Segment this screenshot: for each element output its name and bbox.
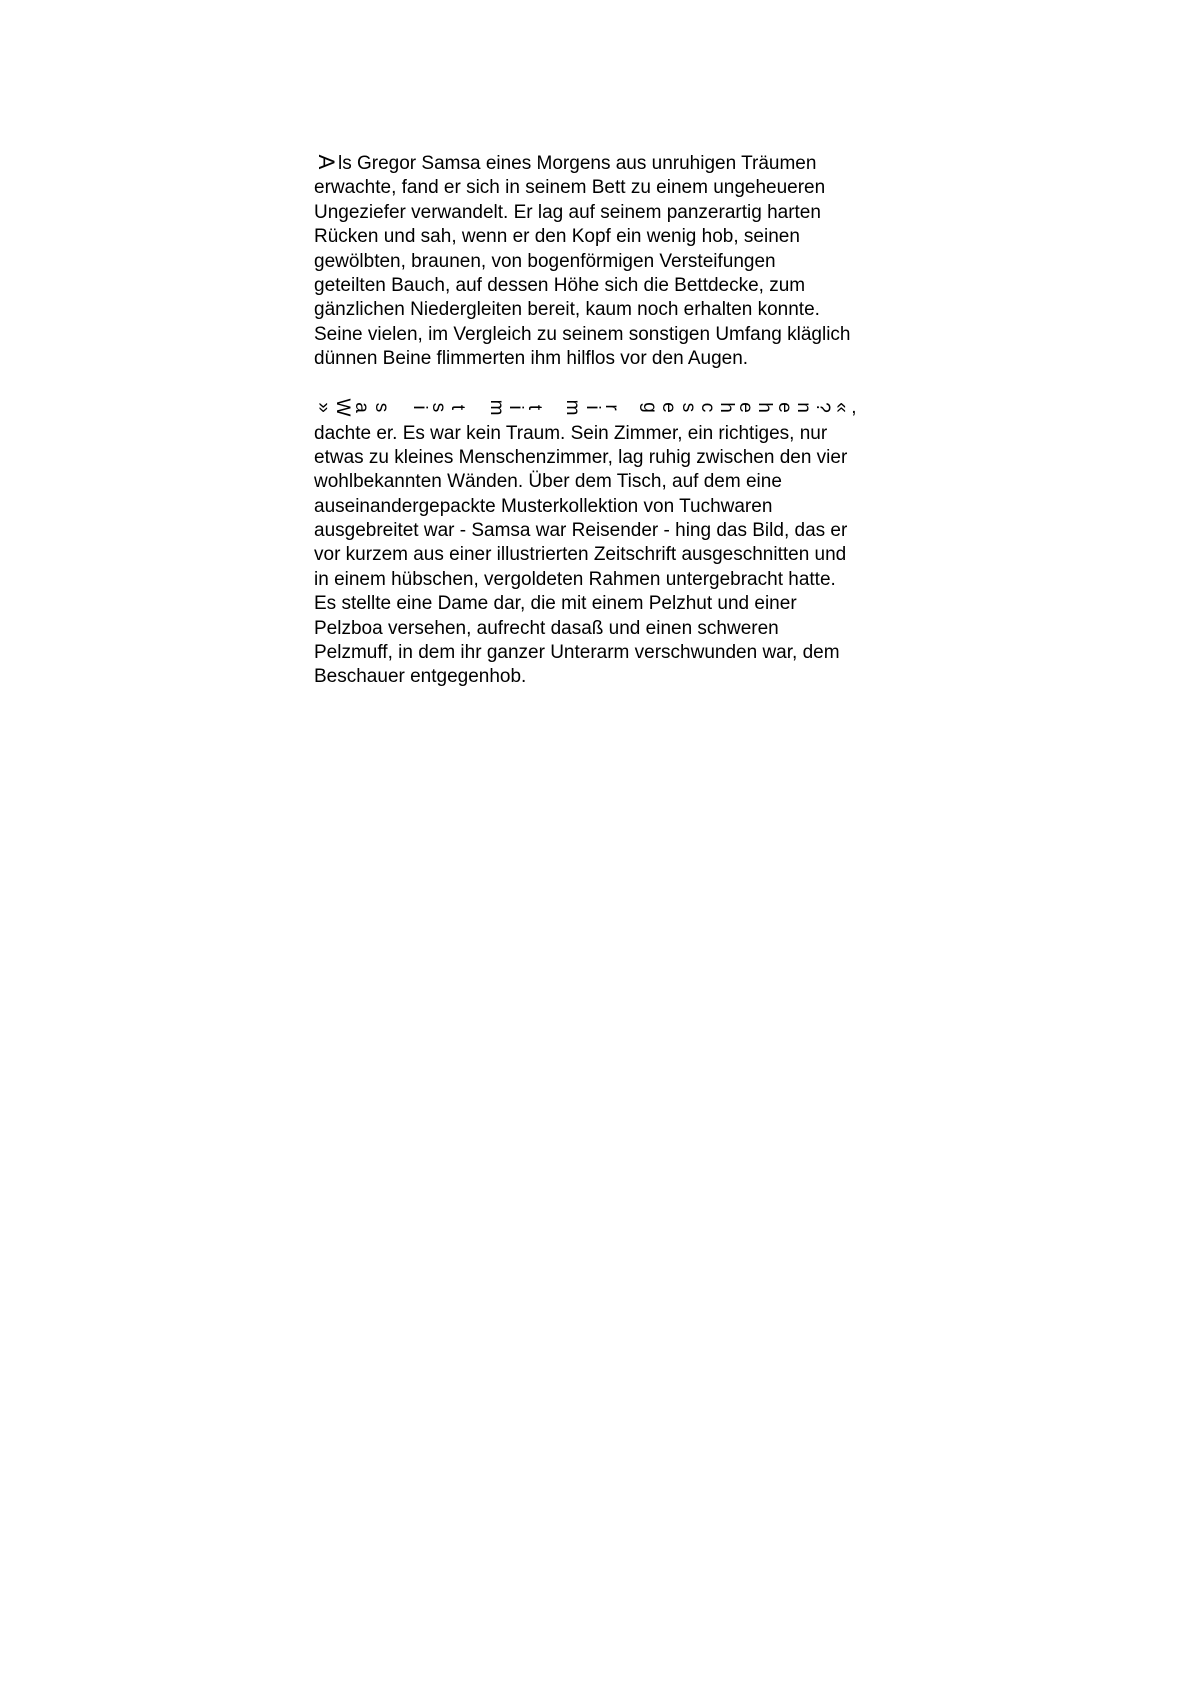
rotated-char: c xyxy=(696,402,718,412)
rotated-char: s xyxy=(677,402,699,412)
rotated-char: t xyxy=(447,404,469,410)
rotated-char: m xyxy=(485,399,507,415)
rotated-char: r xyxy=(600,403,622,411)
rotated-char xyxy=(544,397,563,416)
rotated-char: » xyxy=(313,401,335,413)
rotated-char: e xyxy=(773,401,795,413)
rotated-quote-line xyxy=(314,396,894,422)
rotated-char: e xyxy=(658,401,680,413)
dropcap-letter: A xyxy=(314,154,339,170)
rotated-char: m xyxy=(562,399,584,415)
rotated-char xyxy=(621,397,640,416)
paragraph-2-line: Beschauer entgegenhob. xyxy=(314,666,527,688)
paragraph-1-line: geteilten Bauch, auf dessen Höhe sich die Bettdecke, zum xyxy=(314,274,806,296)
rotated-char: h xyxy=(754,401,776,413)
rotated-char: s xyxy=(428,402,450,412)
paragraph-2-line: ausgebreitet war - Samsa war Reisender - hing das Bild, das er xyxy=(314,520,848,542)
paragraph-1-line: Seine vielen, im Vergleich zu seinem sonstigen Umfang kläglich xyxy=(314,323,851,345)
rotated-quote-text xyxy=(314,397,851,418)
paragraph-2 xyxy=(314,396,894,690)
paragraph-spacer xyxy=(314,372,894,396)
body-text xyxy=(314,152,894,690)
paragraph-1 xyxy=(314,152,894,372)
paragraph-2-line: Es stellte eine Dame dar, die mit einem Pelzhut und einer xyxy=(314,593,797,615)
rotated-char: i xyxy=(504,404,526,410)
paragraph-2-line: vor kurzem aus einer illustrierten Zeitschrift ausgeschnitten und xyxy=(314,544,847,566)
paragraph-2-line: auseinandergepackte Musterkollektion von Tuchwaren xyxy=(314,495,773,517)
rotated-char xyxy=(391,397,410,416)
rotated-quote-trailer: , xyxy=(851,396,857,418)
paragraph-1-line: Ungeziefer verwandelt. Er lag auf seinem panzerartig harten xyxy=(314,201,821,223)
paragraph-2-line: Pelzboa versehen, aufrecht dasaß und einen schweren xyxy=(314,617,779,639)
paragraph-1-line-1 xyxy=(314,152,894,176)
rotated-char: g xyxy=(639,401,661,413)
paragraph-1-line: Rücken und sah, wenn er den Kopf ein wenig hob, seinen xyxy=(314,226,800,248)
paragraph-1-line: erwachte, fand er sich in seinem Bett zu einem ungeheueren xyxy=(314,177,826,199)
rotated-char: n xyxy=(792,401,814,413)
paragraph-2-line: wohlbekannten Wänden. Über dem Tisch, auf dem eine xyxy=(314,471,782,493)
rotated-char: ? xyxy=(811,401,833,413)
paragraph-1-line: gewölbten, braunen, von bogenförmigen Versteifungen xyxy=(314,250,776,272)
paragraph-2-line: etwas zu kleines Menschenzimmer, lag ruhig zwischen den vier xyxy=(314,446,848,468)
rotated-char: t xyxy=(524,404,546,410)
paragraph-2-line: dachte er. Es war kein Traum. Sein Zimmer, ein richtiges, nur xyxy=(314,422,828,444)
paragraph-1-first-line-text: ls Gregor Samsa eines Morgens aus unruhigen Träumen xyxy=(338,153,817,174)
rotated-char: i xyxy=(581,404,603,410)
rotated-char: a xyxy=(351,401,373,413)
rotated-char: h xyxy=(716,401,738,413)
rotated-char: e xyxy=(735,401,757,413)
rotated-char: i xyxy=(409,404,431,410)
paragraph-2-line: Pelzmuff, in dem ihr ganzer Unterarm verschwunden war, dem xyxy=(314,642,840,664)
rotated-char xyxy=(468,397,487,416)
rotated-char: s xyxy=(370,402,392,412)
rotated-char: W xyxy=(332,398,354,416)
paragraph-1-line: dünnen Beine flimmerten ihm hilflos vor den Augen. xyxy=(314,348,749,370)
paragraph-2-line: in einem hübschen, vergoldeten Rahmen untergebracht hatte. xyxy=(314,568,836,590)
paragraph-1-line: gänzlichen Niedergleiten bereit, kaum noch erhalten konnte. xyxy=(314,299,820,321)
rotated-char: « xyxy=(831,401,853,413)
